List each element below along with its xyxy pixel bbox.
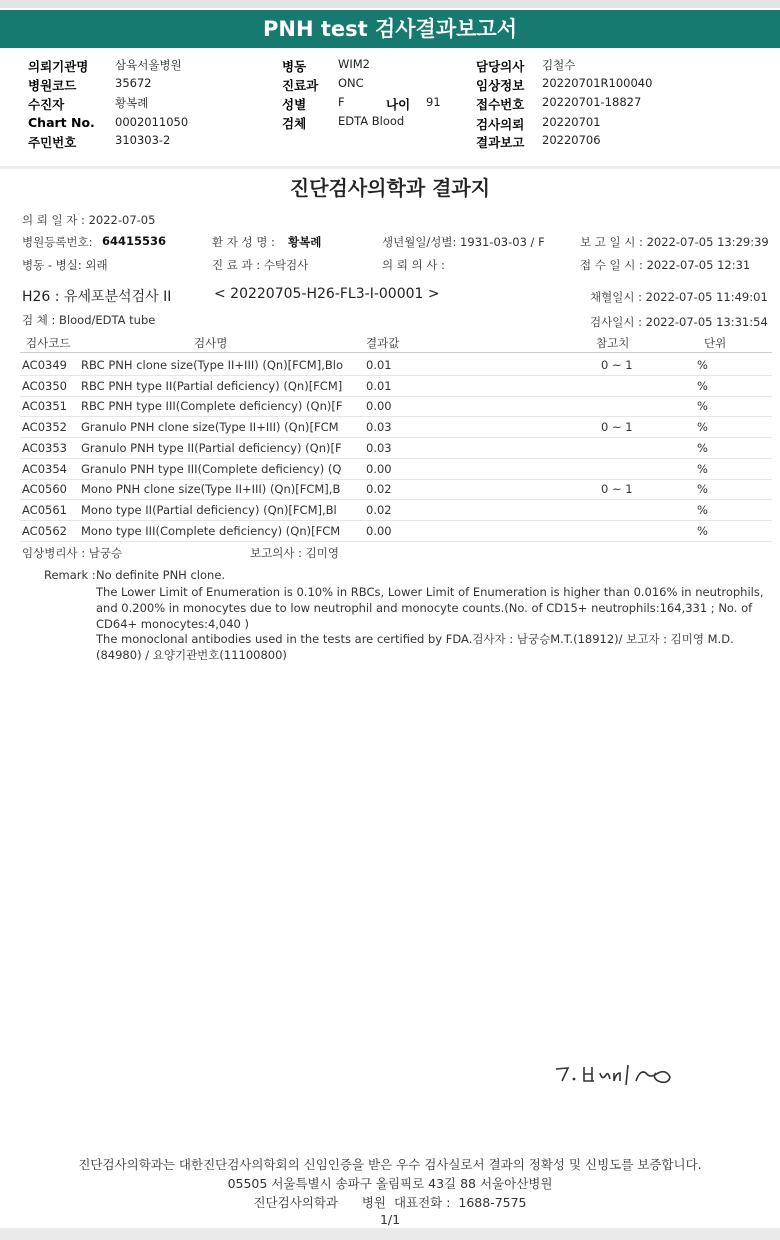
header-value: F (338, 95, 345, 109)
department: 진 료 과 : 수탁검사 (212, 258, 309, 272)
reporting-doctor: 보고의사 : 김미영 (250, 546, 339, 560)
header-label: 검사의뢰 (476, 117, 525, 132)
cell-name: RBC PNH type II(Partial deficiency) (Qn)[FCM] (81, 378, 343, 393)
row-divider (20, 520, 772, 521)
cell-name: RBC PNH type III(Complete deficiency) (Qn)[F (81, 399, 343, 414)
cell-result: 0.03 (366, 440, 392, 455)
header-value: 310303-2 (115, 133, 171, 147)
remark-enumeration: The Lower Limit of Enumeration is 0.10% in RBCs, Lower Limit of Enumeration is higher than 0.016% in neutrophils, and 0.200% in monocytes due to low neutrophil and monocyte counts.(No. of CD15+ neutrophils:164,331 ; No. of CD64+ monocytes:4,040 ) (96, 585, 764, 631)
section-divider (0, 166, 780, 169)
cell-code: AC0350 (22, 378, 67, 393)
column-header-unit: 단위 (704, 336, 727, 350)
header-specimen (282, 114, 405, 132)
cell-unit: % (697, 420, 708, 435)
header-label: 수진자 (28, 97, 65, 112)
registration-number: 64415536 (102, 234, 167, 248)
cell-unit: % (697, 523, 708, 538)
row-divider (20, 541, 772, 542)
test-section-code: < 20220705-H26-FL3-I-00001 > (214, 286, 440, 302)
cell-unit: % (697, 378, 708, 393)
column-header-result: 결과값 (366, 336, 400, 350)
top-strip (0, 0, 780, 8)
cell-name: Granulo PNH type II(Partial deficiency) (Qn)[F (81, 440, 342, 455)
row-divider (20, 375, 772, 376)
bottom-strip (0, 1228, 780, 1240)
test-datetime: 검사일시 : 2022-07-05 13:31:54 (590, 315, 768, 329)
cell-unit: % (697, 399, 708, 414)
column-header-reference: 참고치 (596, 336, 630, 350)
table-header-line (20, 352, 772, 353)
receipt-datetime: 접 수 일 시 : 2022-07-05 12:31 (580, 258, 751, 272)
page-number: 1/1 (379, 1212, 401, 1227)
lab-technician: 임상병리사 : 남궁승 (22, 546, 123, 560)
header-department (282, 76, 364, 94)
header-hospital-code (28, 76, 152, 94)
header-label: 접수번호 (476, 97, 525, 112)
cell-ref: 0 ~ 1 (601, 482, 633, 497)
row-divider (20, 396, 772, 397)
cell-result: 0.00 (366, 399, 392, 414)
footer-contact: 진단검사의학과 병원 대표전화 : 1688-7575 (253, 1195, 527, 1210)
patient-name-label: 환 자 성 명 : (212, 235, 275, 249)
header-resident-no (28, 133, 171, 151)
header-label: 나이 (386, 97, 411, 112)
cell-unit: % (697, 461, 708, 476)
cell-code: AC0351 (22, 399, 67, 414)
header-value: 삼육서울병원 (115, 58, 182, 72)
cell-unit: % (697, 502, 708, 517)
cell-code: AC0353 (22, 440, 67, 455)
header-clinical-info (476, 76, 653, 94)
cell-code: AC0349 (22, 358, 67, 372)
collection-datetime: 채혈일시 : 2022-07-05 11:49:01 (590, 290, 768, 304)
cell-name: Granulo PNH clone size(Type II+III) (Qn)[FCM (81, 420, 339, 435)
test-section-title: H26 : 유세포분석검사 II (22, 289, 172, 305)
header-request-date (476, 115, 601, 133)
cell-code: AC0560 (22, 482, 67, 497)
row-divider (20, 416, 772, 417)
cell-code: AC0354 (22, 461, 67, 476)
cell-result: 0.01 (366, 378, 392, 393)
remark-antibodies: The monoclonal antibodies used in the tests are certified by FDA.검사자 : 남궁승M.T.(18912)/ 보고자 : 김미영 M.D.(84980) / 요양기관번호(11100800) (96, 632, 734, 662)
header-label: 임상정보 (476, 78, 525, 93)
cell-result: 0.00 (366, 523, 392, 538)
cell-result: 0.01 (366, 358, 392, 372)
column-header-name: 검사명 (194, 336, 228, 350)
cell-name: Mono type III(Complete deficiency) (Qn)[FCM (81, 523, 341, 538)
header-institution (28, 57, 182, 75)
cell-result: 0.00 (366, 461, 392, 476)
row-divider (20, 499, 772, 500)
column-header-code: 검사코드 (26, 336, 71, 350)
header-value: 20220701R100040 (542, 76, 653, 90)
header-label: 담당의사 (476, 59, 525, 74)
cell-unit: % (697, 440, 708, 455)
cell-unit: % (697, 482, 708, 497)
header-report-date (476, 133, 601, 151)
header-value: 91 (426, 95, 441, 109)
cell-result: 0.02 (366, 502, 392, 517)
birth-sex: 생년월일/성별: 1931-03-03 / F (382, 235, 545, 249)
report-datetime: 보 고 일 시 : 2022-07-05 13:29:39 (580, 235, 769, 249)
header-value: ONC (338, 76, 364, 90)
cell-unit: % (697, 358, 708, 372)
requesting-doctor: 의 뢰 의 사 : (382, 258, 445, 272)
remark-label: Remark : (44, 568, 96, 582)
specimen-type: 검 체 : Blood/EDTA tube (22, 313, 156, 327)
header-patient (28, 95, 149, 113)
header-ward (282, 57, 371, 75)
header-value: 20220701-18827 (542, 95, 642, 109)
header-label: 주민번호 (28, 135, 77, 150)
header-value: 20220706 (542, 133, 601, 147)
request-date: 의 뢰 일 자 : 2022-07-05 (22, 213, 156, 227)
remark-line: No definite PNH clone. (96, 568, 226, 582)
header-label: Chart No. (28, 115, 95, 130)
cell-ref: 0 ~ 1 (601, 358, 633, 372)
cell-name: Mono type II(Partial deficiency) (Qn)[FCM],Bl (81, 502, 337, 517)
cell-name: RBC PNH clone size(Type II+III) (Qn)[FCM],Blo (81, 358, 343, 372)
cell-name: Mono PNH clone size(Type II+III) (Qn)[FCM],B (81, 482, 341, 497)
cell-code: AC0561 (22, 502, 67, 517)
header-value: 김철수 (542, 58, 576, 72)
header-chart-no (28, 115, 189, 130)
cell-code: AC0352 (22, 420, 67, 435)
report-banner-title: PNH test 검사결과보고서 (0, 10, 780, 48)
header-value: 0002011050 (115, 115, 189, 129)
header-label: 병원코드 (28, 78, 77, 93)
header-label: 의뢰기관명 (28, 59, 89, 74)
header-receipt-no (476, 95, 642, 113)
patient-name: 황복례 (288, 235, 322, 249)
cell-result: 0.03 (366, 420, 392, 435)
header-value: 황복례 (115, 96, 149, 110)
header-age (386, 95, 441, 113)
registration-label: 병원등록번호: (22, 235, 93, 249)
header-value: 20220701 (542, 115, 601, 129)
document-title: 진단검사의학과 결과지 (289, 176, 491, 200)
header-value: EDTA Blood (338, 114, 405, 128)
footer-address: 05505 서울특별시 송파구 올림픽로 43길 88 서울아산병원 (227, 1176, 553, 1191)
header-sex (282, 95, 345, 113)
row-divider (20, 458, 772, 459)
header-label: 결과보고 (476, 135, 525, 150)
cell-code: AC0562 (22, 523, 67, 538)
header-label: 병동 (282, 59, 307, 74)
cell-ref: 0 ~ 1 (601, 420, 633, 435)
header-label: 성별 (282, 97, 307, 112)
header-label: 검체 (282, 116, 307, 131)
header-value: WIM2 (338, 57, 371, 71)
header-label: 진료과 (282, 78, 319, 93)
header-doctor (476, 57, 576, 75)
header-value: 35672 (115, 76, 152, 90)
row-divider (20, 437, 772, 438)
signature-image (550, 1055, 690, 1095)
cell-result: 0.02 (366, 482, 392, 497)
footer-certification: 진단검사의학과는 대한진단검사의학회의 신임인증을 받은 우수 검사실로서 결과의 정확성 및 신빙도를 보증합니다. (78, 1157, 702, 1172)
cell-name: Granulo PNH type III(Complete deficiency) (Q (81, 461, 342, 476)
ward-room: 병동 - 병실: 외래 (22, 258, 108, 272)
row-divider (20, 479, 772, 480)
